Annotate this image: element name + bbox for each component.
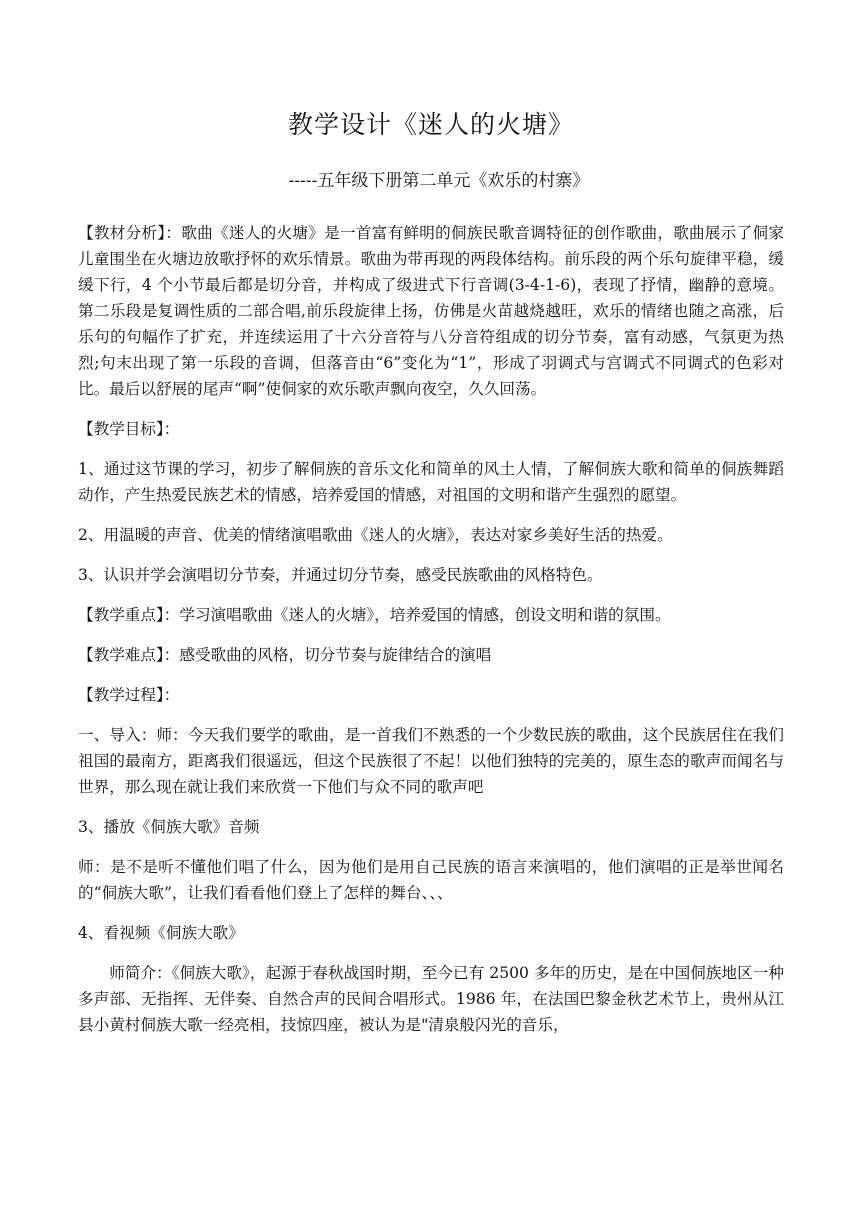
paragraph-teacher-comment: 师：是不是听不懂他们唱了什么，因为他们是用自己民族的语言来演唱的，他们演唱的正是举世闻名的“侗族大歌”，让我们看看他们登上了怎样的舞台、、、 bbox=[78, 858, 784, 902]
heading-teaching-goals: 【教学目标】： bbox=[78, 420, 180, 438]
step-play-audio: 3、播放《侗族大歌》音频 bbox=[78, 818, 260, 836]
goal-item-1: 1、通过这节课的学习，初步了解侗族的音乐文化和简单的风土人情，了解侗族大歌和简单的侗族舞蹈动作，产生热爱民族艺术的情感，培养爱国的情感，对祖国的文明和谐产生强烈的愿望。 bbox=[78, 460, 784, 504]
paragraph-introduction: 一、导入：师：今天我们要学的歌曲，是一首我们不熟悉的一个少数民族的歌曲，这个民族居住在我们祖国的最南方，距离我们很遥远，但这个民族很了不起！以他们独特的完美的，原生态的歌声而闻名与世界，那么现在就让我们来欣赏一下他们与众不同的歌声吧 bbox=[78, 726, 784, 796]
step-watch-video: 4、看视频《侗族大歌》 bbox=[78, 924, 244, 942]
goal-item-3: 3、认识并学会演唱切分节奏，并通过切分节奏，感受民族歌曲的风格特色。 bbox=[78, 566, 603, 584]
paragraph-teaching-focus: 【教学重点】：学习演唱歌曲《迷人的火塘》，培养爱国的情感，创设文明和谐的氛围。 bbox=[78, 606, 671, 624]
paragraph-material-analysis: 【教材分析】：歌曲《迷人的火塘》是一首富有鲜明的侗族民歌音调特征的创作歌曲，歌曲展示了侗家儿童围坐在火塘边放歌抒怀的欢乐情景。歌曲为带再现的两段体结构。前乐段的两个乐句旋律平稳，缓缓下行，4 个小节最后都是切分音，并构成了级进式下行音调(3-4-1-6)，表现了抒情，幽静的意境。第二乐段是复调性质的二部合唱,前乐段旋律上扬，仿佛是火苗越烧越旺，欢乐的情绪也随之高涨，后乐句的句幅作了扩充，并连续运用了十六分音符与八分音符组成的切分节奏，富有动感，气氛更为热烈;句末出现了第一乐段的音调，但落音由“6”变化为“1”，形成了羽调式与宫调式不同调式的色彩对比。最后以舒展的尾声“啊”使侗家的欢乐歌声飘向夜空，久久回荡。 bbox=[78, 224, 784, 398]
heading-teaching-process: 【教学过程】： bbox=[78, 686, 180, 704]
goal-item-2: 2、用温暖的声音、优美的情绪演唱歌曲《迷人的火塘》，表达对家乡美好生活的热爱。 bbox=[78, 526, 673, 544]
document-subtitle: -----五年级下册第二单元《欢乐的村寨》 bbox=[288, 171, 590, 191]
paragraph-teacher-introduction: 师简介：《侗族大歌》，起源于春秋战国时期，至今已有 2500 多年的历史，是在中国侗族地区一种多声部、无指挥、无伴奏、自然合声的民间合唱形式。1986 年，在法国巴黎金秋艺术节上，贵州从江县小黄村侗族大歌一经亮相，技惊四座，被认为是"清泉般闪光的音乐， bbox=[78, 964, 784, 1034]
paragraph-teaching-difficulty: 【教学难点】：感受歌曲的风格，切分节奏与旋律结合的演唱 bbox=[78, 646, 492, 664]
document-title: 教学设计《迷人的火塘》 bbox=[287, 110, 574, 139]
